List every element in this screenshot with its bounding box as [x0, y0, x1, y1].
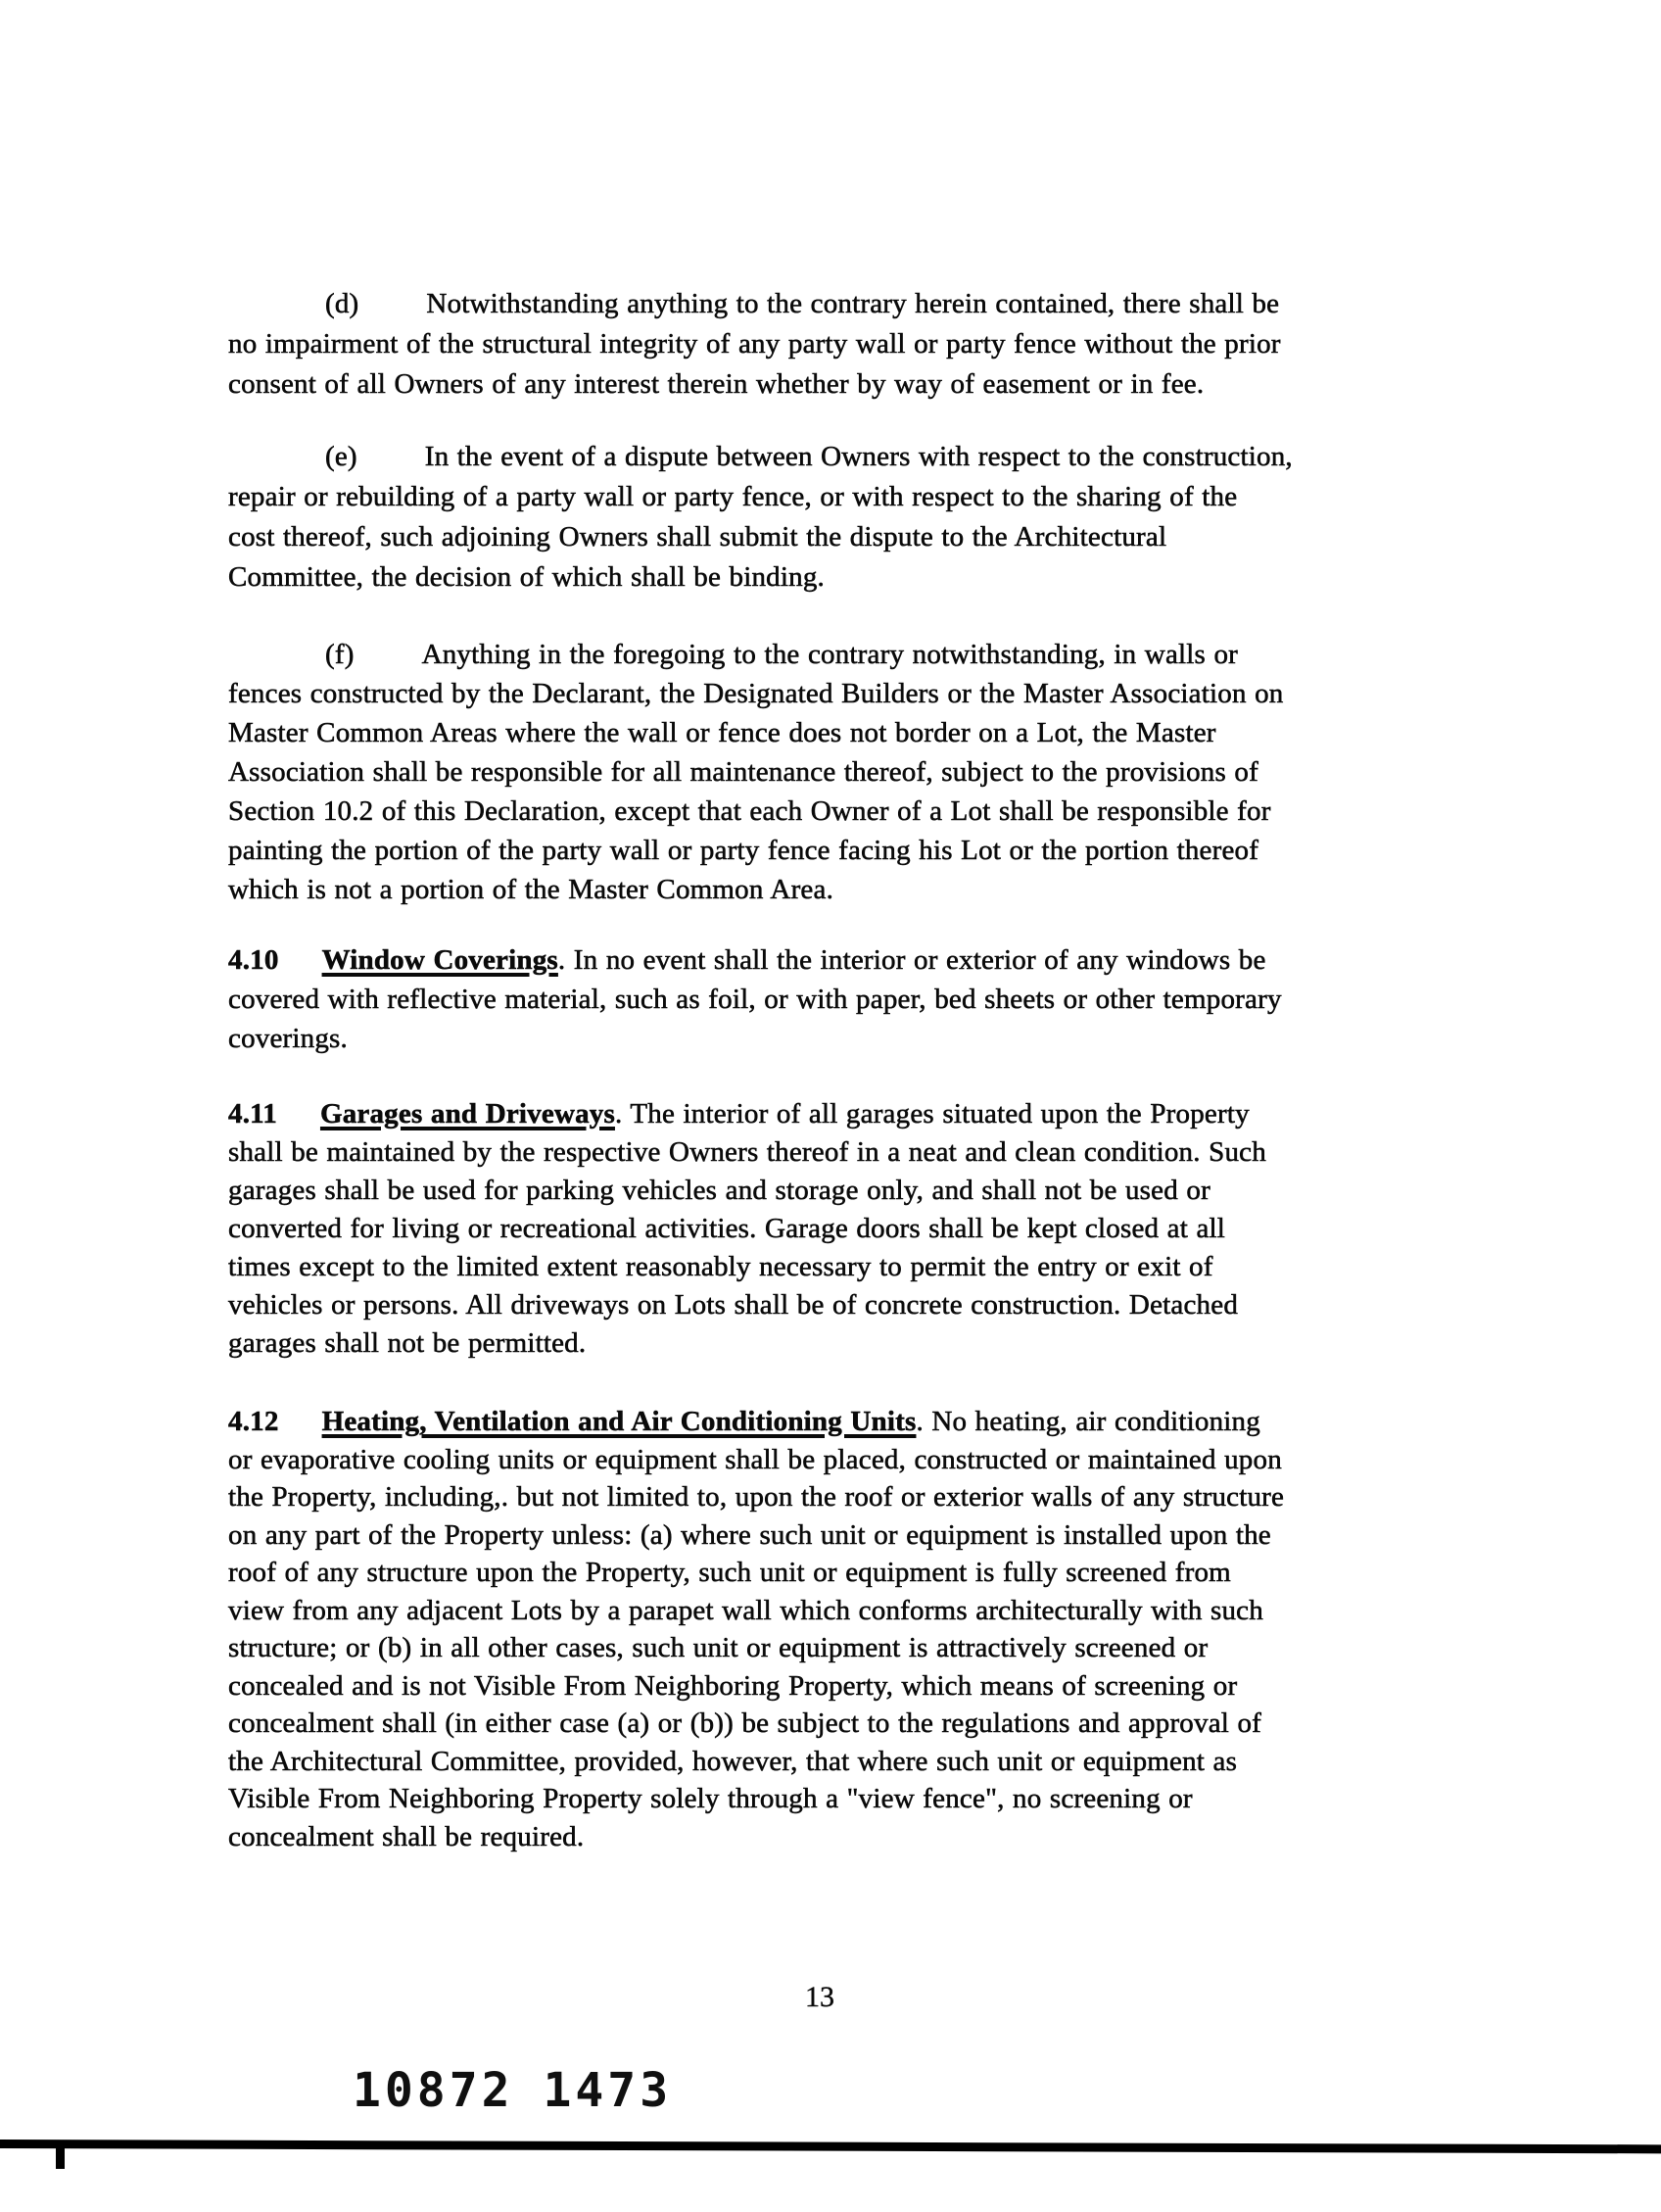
paragraph-line: Visible From Neighboring Property solely through a "view fence", no screening or — [228, 1783, 1193, 1814]
paragraph-text: . No heating, air conditioning — [916, 1406, 1260, 1437]
paragraph-line: garages shall be used for parking vehicles and storage only, and shall not be used or — [228, 1175, 1210, 1206]
paragraph-text: . In no event shall the interior or exterior of any windows be — [557, 944, 1266, 976]
paragraph-label: (f) — [325, 639, 355, 670]
section-4-12 — [228, 1403, 1284, 1855]
stamp-book-number: 10872 — [353, 2063, 514, 2118]
paragraph-line: covered with reflective material, such as foil, or with paper, bed sheets or other temporary — [228, 984, 1282, 1015]
paragraph-line: cost thereof, such adjoining Owners shall submit the dispute to the Architectural — [228, 521, 1167, 553]
paragraph-f — [228, 635, 1284, 909]
page-number: 13 — [805, 1981, 834, 2013]
paragraph-text: In the event of a dispute between Owners with respect to the construction, — [424, 441, 1293, 472]
paragraph-line: painting the portion of the party wall or party fence facing his Lot or the portion thereof — [228, 835, 1259, 866]
paragraph-text: Anything in the foregoing to the contrary notwithstanding, in walls or — [421, 639, 1239, 670]
paragraph-line: repair or rebuilding of a party wall or party fence, or with respect to the sharing of the — [228, 481, 1238, 512]
paragraph-line: which is not a portion of the Master Common Area. — [228, 874, 834, 905]
paragraph-d — [228, 284, 1281, 405]
paragraph-line — [228, 635, 1284, 674]
section-heading: Garages and Driveways — [319, 1098, 615, 1130]
paragraph-line: on any part of the Property unless: (a) where such unit or equipment is installed upon the — [228, 1518, 1271, 1551]
paragraph-line: Section 10.2 of this Declaration, except that each Owner of a Lot shall be responsible for — [228, 795, 1271, 827]
paragraph-line: concealment shall (in either case (a) or (b)) be subject to the regulations and approval of — [228, 1707, 1262, 1739]
paragraph-line — [228, 437, 1293, 477]
section-4-10 — [228, 940, 1282, 1058]
section-4-11 — [228, 1095, 1266, 1363]
paragraph-line: garages shall not be permitted. — [228, 1327, 587, 1359]
paragraph-line: concealed and is not Visible From Neighboring Property, which means of screening or — [228, 1669, 1238, 1702]
paragraph-line: shall be maintained by the respective Owners thereof in a neat and clean condition. Such — [228, 1136, 1266, 1168]
section-number: 4.10 — [228, 944, 279, 976]
stamp-page-number: 1473 — [543, 2063, 673, 2118]
paragraph-line: view from any adjacent Lots by a parapet wall which conforms architecturally with such — [228, 1594, 1263, 1626]
paragraph-line: the Property, including,. but not limited to, upon the roof or exterior walls of any structure — [228, 1481, 1285, 1513]
paragraph-line — [228, 284, 1281, 324]
paragraph-line: the Architectural Committee, provided, however, that where such unit or equipment as — [228, 1745, 1238, 1777]
paragraph-line: structure; or (b) in all other cases, such unit or equipment is attractively screened or — [228, 1632, 1209, 1663]
section-heading-line — [228, 1403, 1284, 1441]
paragraph-line: no impairment of the structural integrity of any party wall or party fence without the prior — [228, 328, 1281, 360]
paragraph-line: Association shall be responsible for all maintenance thereof, subject to the provisions of — [228, 756, 1258, 788]
paragraph-line: or evaporative cooling units or equipment shall be placed, constructed or maintained upon — [228, 1443, 1282, 1475]
paragraph-line: converted for living or recreational activities. Garage doors shall be kept closed at all — [228, 1213, 1226, 1244]
paragraph-line: consent of all Owners of any interest therein whether by way of easement or in fee. — [228, 368, 1205, 400]
paragraph-line: roof of any structure upon the Property, such unit or equipment is fully screened from — [228, 1557, 1231, 1588]
paragraph-text: Notwithstanding anything to the contrary herein contained, there shall be — [426, 288, 1280, 319]
paragraph-line: coverings. — [228, 1023, 348, 1054]
paragraph-line: Committee, the decision of which shall be binding. — [228, 561, 825, 593]
paragraph-text: . The interior of all garages situated upon the Property — [614, 1098, 1250, 1130]
paragraph-e — [228, 437, 1293, 598]
recorder-stamp — [353, 2063, 672, 2118]
paragraph-line: fences constructed by the Declarant, the Designated Builders or the Master Association on — [228, 678, 1284, 709]
section-heading: Heating, Ventilation and Air Conditioning Units — [321, 1406, 917, 1437]
paragraph-label: (e) — [325, 441, 357, 472]
section-number: 4.12 — [228, 1406, 279, 1437]
section-heading: Window Coverings — [321, 944, 558, 976]
scan-artifact-bottom-edge — [0, 2140, 1661, 2153]
paragraph-line: concealment shall be required. — [228, 1820, 585, 1852]
paragraph-line: times except to the limited extent reasonably necessary to permit the entry or exit of — [228, 1251, 1213, 1282]
section-number: 4.11 — [228, 1098, 277, 1130]
paragraph-label: (d) — [325, 288, 359, 319]
scan-artifact-tick — [56, 2147, 65, 2169]
paragraph-line: vehicles or persons. All driveways on Lots shall be of concrete construction. Detached — [228, 1289, 1239, 1321]
section-heading-line — [228, 1095, 1266, 1133]
section-heading-line — [228, 940, 1282, 980]
paragraph-line: Master Common Areas where the wall or fence does not border on a Lot, the Master — [228, 717, 1216, 748]
